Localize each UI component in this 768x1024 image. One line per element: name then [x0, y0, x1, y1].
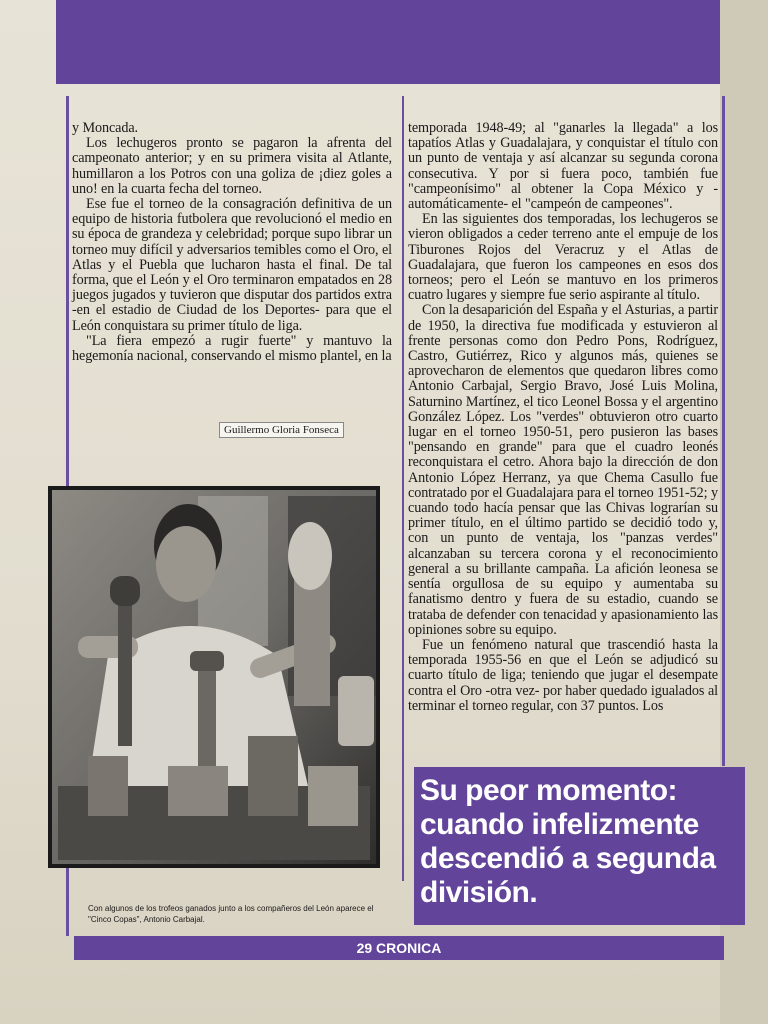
paragraph: Con la desaparición del España y el Asturias, a partir de 1950, la directiva fue modificada y estuvieron al frente personas como don Pedro Pons, Rodríguez, Castro, Gutiérrez, Rico y algunos más, quienes se aprovecharon de elementos que quedaron libres como Antonio Carbajal, Sergio Bravo, José Luis Molina, Saturnino Martínez, el tico Leonel Bossa y el argentino González López. Los "verdes" obtuvieron otro cuarto lugar en el torneo 1950-51, pero pusieron las bases "pensando en grande" para que el cuadro leonés reconquistara el cetro. Ahora bajo la dirección de don Antonio López Herranz, ya que Chema Casullo fue contratado por el Guadalajara para el torneo 1951-52; y cuando todo hacía pensar que las Chivas lograrían su primer título, en el último partido se decidió todo y, con un punto de ventaja, los "panzas verdes" alcanzaban su tercera corona y el reconocimiento general a su brillante campaña. La afición leonesa se sentía orgullosa de su equipo y aumentaba su fanatismo dentro y fuera de su estadio, cuando se trataba de defender con tenacidad y apasionamiento las opiniones sobre su equipo. — [408, 302, 718, 638]
top-purple-band — [56, 0, 724, 84]
paragraph: En las siguientes dos temporadas, los lechugeros se vieron obligados a ceder terreno ante el empuje de los Tiburones Rojos del Veracruz y el Atlas de Guadalajara, que fueron los campeones en esos dos torneos; pero el León se mantuvo en los primeros cuatro lugares y siempre fue serio aspirante al título. — [408, 211, 718, 304]
article-left-column — [72, 121, 392, 364]
photo-caption: Con algunos de los trofeos ganados junto a los compañeros del León aparece el "Cinco Copas", Antonio Carbajal. — [88, 904, 374, 924]
paragraph: Los lechugeros pronto se pagaron la afrenta del campeonato anterior; y en su primera visita al Atlante, humillaron a los Potros con una goliza de ¡diez goles a uno! en la cuarta fecha del torneo. — [72, 135, 392, 197]
article-right-column — [408, 121, 718, 714]
section-headline: Su peor momento: cuando infelizmente descendió a segunda división. — [420, 774, 716, 909]
column-divider-rule — [402, 96, 404, 881]
right-border-rule — [722, 96, 725, 766]
paragraph: y Moncada. — [72, 120, 138, 136]
author-byline: Guillermo Gloria Fonseca — [219, 422, 344, 438]
paragraph: "La fiera empezó a rugir fuerte" y mantuvo la hegemonía nacional, conservando el mismo plantel, en la — [72, 332, 392, 365]
paragraph: temporada 1948-49; al "ganarles la llegada" a los tapatíos Atlas y Guadalajara, y conquistar el título con un punto de ventaja y así alcanzar su segunda corona consecutiva. Y por si fuera poco, también fue "campeonísimo" al obtener la Copa México y -automáticamente- el "campeón de campeones". — [408, 120, 718, 213]
page-number-footer: 29 CRONICA — [356, 940, 442, 956]
paragraph: Ese fue el torneo de la consagración definitiva de un equipo de historia futbolera que revolucionó el medio en su época de grandeza y celebridad; porque supo librar un torneo muy difícil y adversarios temibles como el Oro, el Atlas y el Puebla que lucharon hasta el final. De tal forma, que el León y el Oro terminaron empatados en 28 juegos jugados y tuvieron que disputar dos partidos extra -en el estadio de Ciudad de los Deportes- para que el León conquistara su primer título de liga. — [72, 196, 392, 334]
paragraph: Fue un fenómeno natural que trascendió hasta la temporada 1955-56 en que el León se adjudicó su cuarto título de liga; teniendo que jugar el desempate contra el Oro -otra vez- por haber quedado igualados al terminar el torneo regular, con 37 puntos. Los — [408, 636, 718, 714]
trophy-photo — [48, 486, 380, 868]
photo-image — [48, 486, 380, 868]
